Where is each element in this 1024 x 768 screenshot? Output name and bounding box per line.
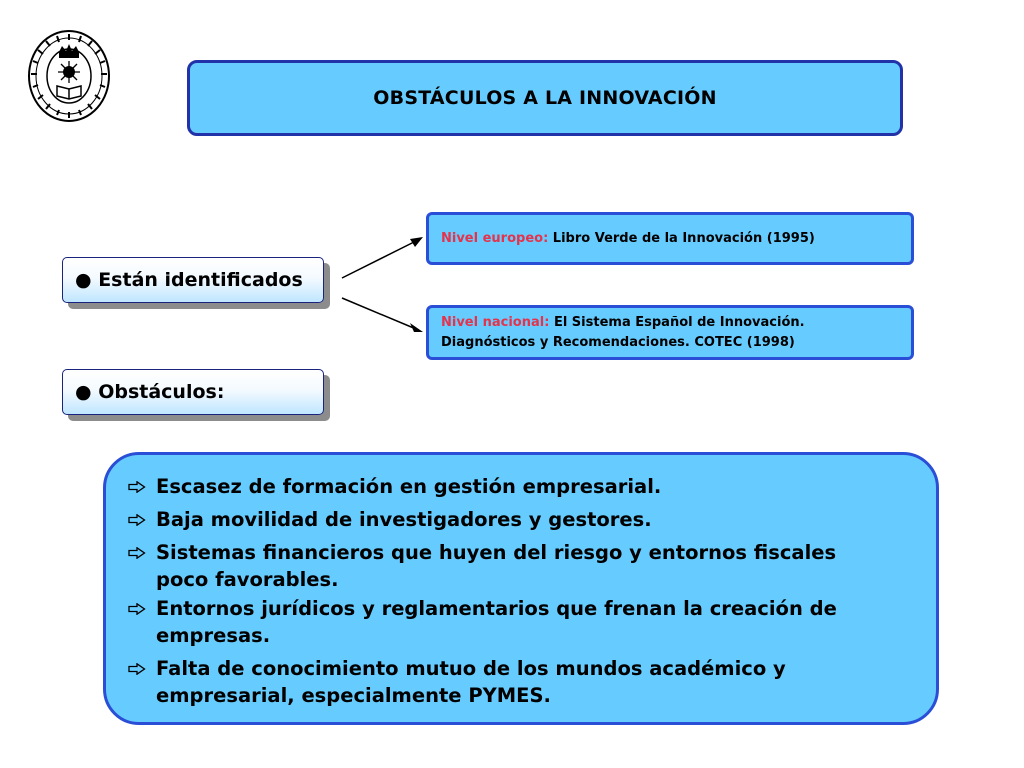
arrow-right-outline-icon (128, 595, 156, 622)
university-seal-logo (26, 28, 112, 124)
arrow-right-outline-icon (128, 473, 156, 500)
reference-nacional-text-line1: El Sistema Español de Innovación. (549, 314, 805, 330)
obstacle-item (128, 655, 916, 709)
obstacle-text: Sistemas financieros que huyen del riesgo y entornos fiscales poco favorables. (156, 541, 837, 591)
obstacle-item (128, 473, 916, 500)
reference-europeo-text: Libro Verde de la Innovación (1995) (548, 230, 815, 246)
arrow-to-nacional (342, 298, 416, 329)
reference-europeo-box (426, 212, 914, 265)
label-obstaculos-text: ● Obstáculos: (75, 381, 225, 403)
label-obstaculos (62, 369, 324, 415)
arrow-right-outline-icon (128, 655, 156, 682)
arrow-right-outline-icon (128, 506, 156, 533)
obstacle-text: Entornos jurídicos y reglamentarios que frenan la creación de empresas. (156, 597, 837, 647)
obstacle-item (128, 595, 916, 649)
obstacle-text: Baja movilidad de investigadores y gestores. (156, 508, 652, 531)
title-box (187, 60, 903, 136)
connector-arrows (330, 230, 430, 340)
page-title: OBSTÁCULOS A LA INNOVACIÓN (373, 87, 717, 109)
obstacle-text: Escasez de formación en gestión empresarial. (156, 475, 662, 498)
reference-nacional-label: Nivel nacional: (441, 314, 550, 330)
obstacle-text: Falta de conocimiento mutuo de los mundos académico y empresarial, especialmente PYMES. (156, 657, 786, 707)
arrow-head-europeo (410, 237, 423, 247)
reference-nacional-box (426, 305, 914, 360)
reference-europeo-label: Nivel europeo: (441, 230, 549, 246)
obstacle-item (128, 539, 916, 593)
obstacles-box (103, 452, 939, 725)
arrow-right-outline-icon (128, 539, 156, 566)
label-identificados (62, 257, 324, 303)
arrow-to-europeo (342, 241, 416, 278)
label-identificados-text: ● Están identificados (75, 269, 303, 291)
reference-nacional-text-line2: Diagnósticos y Recomendaciones. COTEC (1998) (441, 334, 795, 350)
obstacle-item (128, 506, 916, 533)
